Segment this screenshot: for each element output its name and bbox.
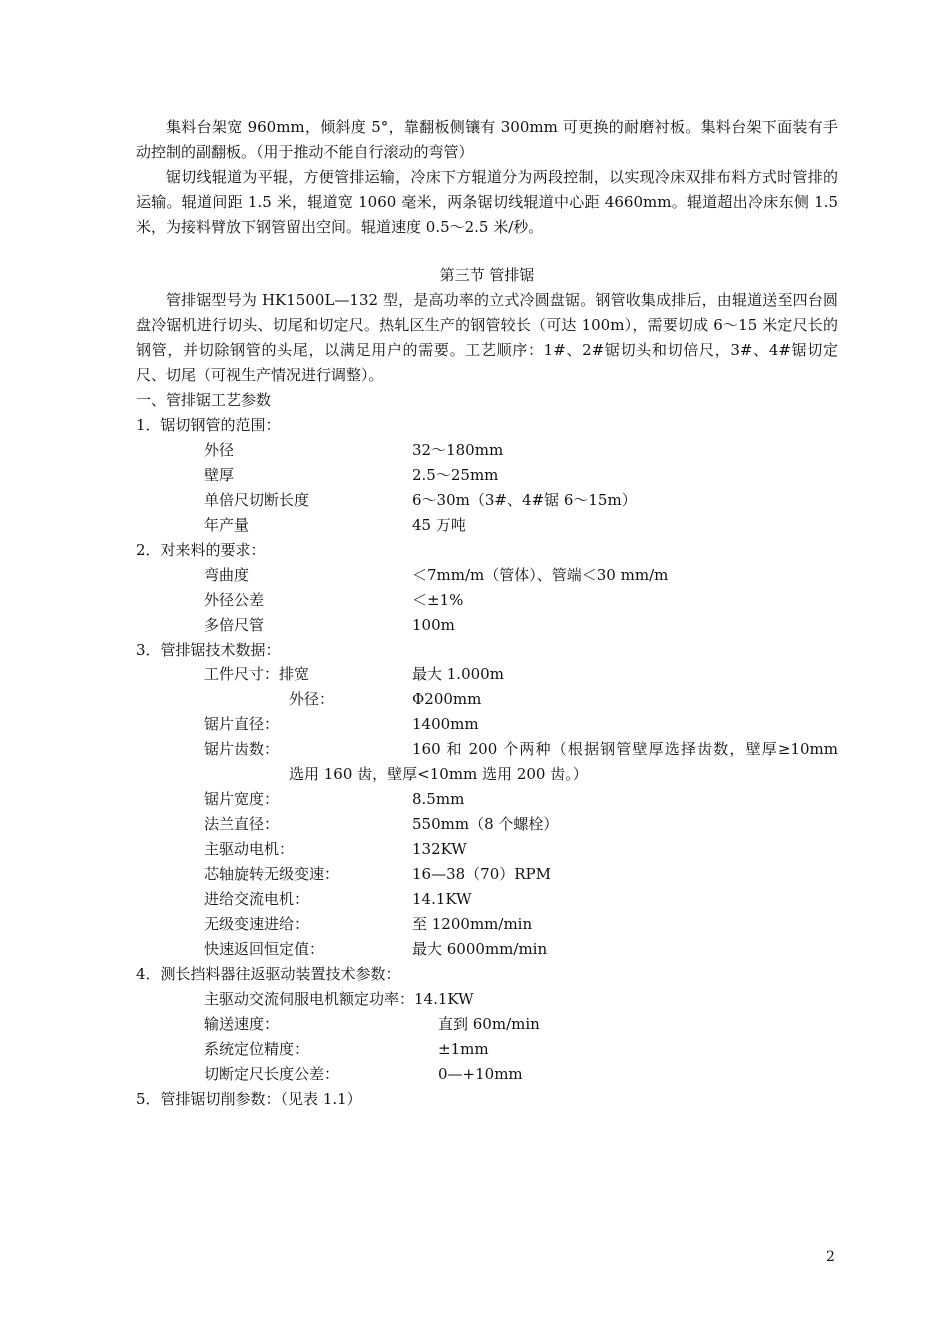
param-label: 壁厚 bbox=[204, 466, 235, 484]
param-value: 最大 1.000m bbox=[412, 665, 504, 683]
param-value: 550mm（8 个螺栓） bbox=[412, 815, 559, 833]
param-value: ±1mm bbox=[438, 1040, 489, 1058]
param-label: 外径 bbox=[204, 441, 235, 459]
param-value-continuation: 选用 160 齿，壁厚<10mm 选用 200 齿。） bbox=[289, 765, 588, 783]
param-value: ＜7mm/m（管体）、管端＜30 mm/m bbox=[412, 566, 669, 584]
param-label: 进给交流电机： bbox=[204, 890, 310, 908]
param-label: 锯片齿数： bbox=[204, 740, 280, 758]
param-label: 主驱动电机： bbox=[204, 840, 295, 858]
param-label: 多倍尺管 bbox=[204, 616, 265, 634]
param-label: 输送速度： bbox=[204, 1015, 280, 1033]
param-value: ＜±1% bbox=[412, 591, 464, 609]
param-value: 6～30m（3#、4#锯 6～15m） bbox=[412, 491, 637, 509]
param-label: 系统定位精度： bbox=[204, 1040, 310, 1058]
page-number: 2 bbox=[826, 1249, 835, 1265]
param-value: 32～180mm bbox=[412, 441, 504, 459]
param-value: 132KW bbox=[412, 840, 467, 858]
param-label: 无级变速进给： bbox=[204, 915, 310, 933]
param-value: 16—38（70）RPM bbox=[412, 865, 552, 883]
param-label: 外径公差 bbox=[204, 591, 265, 609]
param-value: 45 万吨 bbox=[412, 516, 466, 534]
intro-paragraph-1: 集料台架宽 960mm，倾斜度 5°，靠翻板侧镶有 300mm 可更换的耐磨衬板。集料台架下面装有手动控制的副翻板。（用于推动不能自行滚动的弯管） bbox=[136, 118, 838, 161]
param-label: 芯轴旋转无级变速： bbox=[204, 865, 340, 883]
list-heading-3: 3．管排锯技术数据： bbox=[136, 641, 281, 659]
param-value: 最大 6000mm/min bbox=[412, 940, 548, 958]
param-label: 弯曲度 bbox=[204, 566, 250, 584]
param-label: 工件尺寸：排宽 bbox=[204, 665, 310, 683]
param-label: 快速返回恒定值： bbox=[204, 940, 325, 958]
param-value: 至 1200mm/min bbox=[412, 915, 533, 933]
list-heading-5: 5．管排锯切削参数：（见表 1.1） bbox=[136, 1090, 362, 1108]
param-label: 外径： bbox=[289, 690, 335, 708]
param-value: 2.5～25mm bbox=[412, 466, 499, 484]
list-heading-1: 1．锯切钢管的范围： bbox=[136, 416, 281, 434]
section-title: 第三节 管排锯 bbox=[439, 266, 535, 284]
param-value: 1400mm bbox=[412, 715, 479, 733]
list-heading-2: 2．对来料的要求： bbox=[136, 541, 266, 559]
param-label: 单倍尺切断长度 bbox=[204, 491, 310, 509]
param-label: 锯片直径： bbox=[204, 715, 280, 733]
param-value: 160 和 200 个两种（根据钢管壁厚选择齿数，壁厚≥10mm bbox=[412, 740, 838, 758]
param-value: 8.5mm bbox=[412, 790, 465, 808]
param-value: 100m bbox=[412, 616, 455, 634]
param-label: 年产量 bbox=[204, 516, 250, 534]
param-label: 切断定尺长度公差： bbox=[204, 1065, 340, 1083]
section-paragraph: 管排锯型号为 HK1500L—132 型，是高功率的立式冷圆盘锯。钢管收集成排后，由辊道送至四台圆盘冷锯机进行切头、切尾和切定尺。热轧区生产的钢管较长（可达 100m），需要切成 6～15 米定尺长的钢管，并切除钢管的头尾，以满足用户的需要。工艺顺序：1#、2#锯切头和切倍尺，3#、4#锯切定尺、切尾（可视生产情况进行调整）。 bbox=[136, 291, 838, 384]
subsection-heading: 一、管排锯工艺参数 bbox=[136, 391, 272, 409]
param-label: 锯片宽度： bbox=[204, 790, 280, 808]
param-value: 0—+10mm bbox=[438, 1065, 523, 1083]
param-value: 直到 60m/min bbox=[438, 1015, 540, 1033]
param-label: 法兰直径： bbox=[204, 815, 280, 833]
intro-paragraph-2: 锯切线辊道为平辊，方便管排运输，冷床下方辊道分为两段控制，以实现冷床双排布料方式时管排的运输。辊道间距 1.5 米，辊道宽 1060 毫米，两条锯切线辊道中心距 4660mm。辊道超出冷床东侧 1.5 米，为接料臂放下钢管留出空间。辊道速度 0.5～2.5 米/秒。 bbox=[136, 168, 838, 236]
param-value: 14.1KW bbox=[412, 890, 472, 908]
list-heading-4: 4．测长挡料器往返驱动装置技术参数： bbox=[136, 965, 401, 983]
param-line: 主驱动交流伺服电机额定功率：14.1KW bbox=[204, 990, 474, 1008]
param-value: Φ200mm bbox=[412, 690, 482, 708]
